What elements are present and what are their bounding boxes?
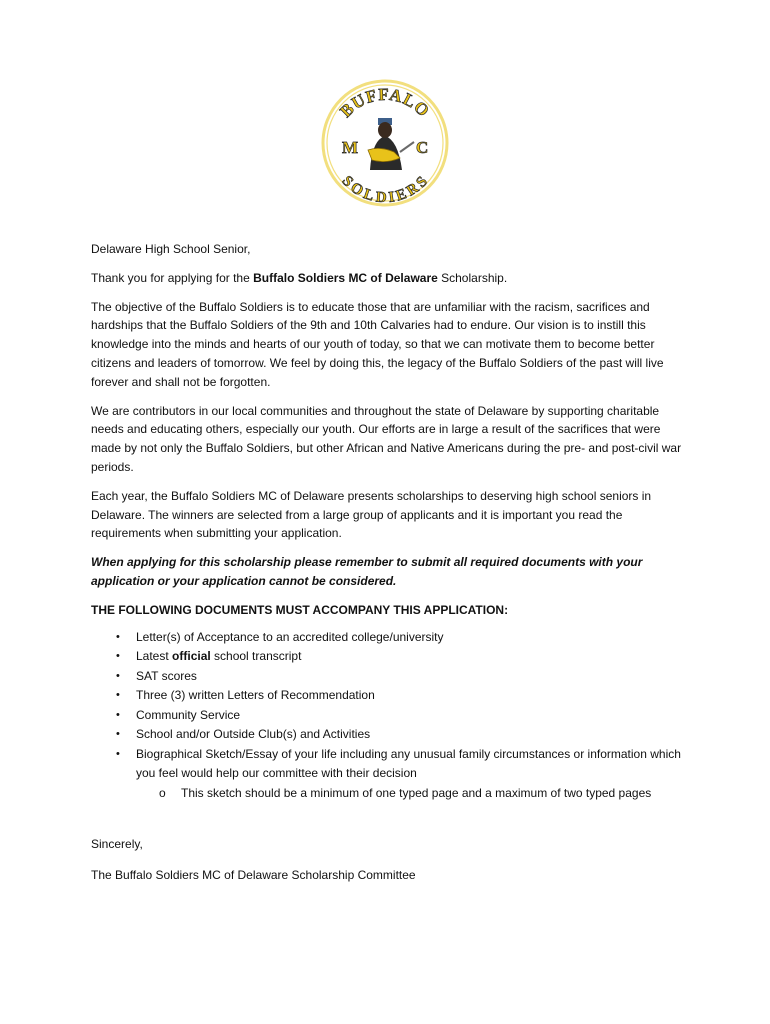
submission-notice: When applying for this scholarship please remember to submit all required documents with your application or your application cannot be considered. [91, 555, 643, 588]
bullet-icon: • [116, 708, 120, 721]
requirement-emphasis: official [172, 649, 211, 664]
requirement-text: Community Service [136, 707, 241, 722]
bullet-icon: • [116, 650, 120, 663]
greeting: Delaware High School Senior, [91, 242, 251, 256]
list-item [91, 784, 691, 804]
requirement-text: SAT scores [136, 668, 197, 683]
logo-emblem [320, 78, 450, 208]
requirement-text: Three (3) written Letters of Recommendation [136, 688, 375, 703]
bullet-icon: • [116, 728, 120, 741]
logo-right-letter: C [416, 138, 429, 157]
list-item [91, 686, 691, 706]
thanks-line [91, 269, 691, 288]
bullet-icon: • [116, 747, 120, 760]
requirement-text: This sketch should be a minimum of one typed page and a maximum of two typed pages [181, 785, 652, 800]
requirements-list [91, 628, 691, 784]
organization-name: Buffalo Soldiers MC of Delaware [253, 270, 438, 285]
requirement-text: Biographical Sketch/Essay of your life including any unusual family circumstances or information which you feel would help our committee with their decision [136, 746, 681, 781]
objective-paragraph: The objective of the Buffalo Soldiers is to educate those that are unfamiliar with the racism, sacrifices and hardships that the Buffalo Soldiers of the 9th and 10th Calvaries had to endure. Our vision is to instill this knowledge into the minds and hearts of our youth of today, so that we can motivate them to become better citizens and leaders of tomorrow. We feel by doing this, the legacy of the Buffalo Soldiers of the past will live forever and shall not be forgotten. [91, 299, 664, 389]
contributors-paragraph: We are contributors in our local communities and throughout the state of Delaware by supporting charitable needs and educating others, especially our youth. Our efforts are in large a result of the sacrifices that were made by not only the Buffalo Soldiers, but other African and Native Americans during the pre- and post-civil war periods. [91, 403, 682, 474]
requirement-text: Latest [136, 649, 173, 664]
requirement-text: school transcript [210, 649, 302, 664]
list-item [91, 628, 691, 648]
requirement-text: Letter(s) of Acceptance to an accredited college/university [136, 629, 444, 644]
letter-body [91, 240, 691, 895]
signature: The Buffalo Soldiers MC of Delaware Scholarship Committee [91, 867, 416, 882]
bullet-icon: • [116, 689, 120, 702]
requirement-text: School and/or Outside Club(s) and Activities [136, 727, 371, 742]
scholarship-paragraph: Each year, the Buffalo Soldiers MC of Delaware presents scholarships to deserving high school seniors in Delaware. The winners are selected from a large group of applicants and it is important you read the requirements when submitting your application. [91, 488, 652, 541]
bullet-icon: • [116, 669, 120, 682]
sub-bullet-icon: o [159, 785, 166, 800]
list-item [91, 647, 691, 667]
closing: Sincerely, [91, 837, 143, 852]
list-item [91, 667, 691, 687]
list-item [91, 745, 691, 784]
thanks-prefix: Thank you for applying for the [91, 270, 254, 285]
thanks-suffix: Scholarship. [437, 270, 508, 285]
list-item [91, 725, 691, 745]
logo-top-text: BUFFALO [336, 84, 434, 122]
logo-left-letter: M [342, 138, 359, 157]
logo-bottom-text: SOLDIERS [338, 173, 432, 207]
bullet-icon: • [116, 630, 120, 643]
documents-heading: THE FOLLOWING DOCUMENTS MUST ACCOMPANY THIS APPLICATION: [91, 602, 509, 617]
list-item [91, 706, 691, 726]
buffalo-soldiers-logo [320, 78, 450, 208]
sub-requirements-list [91, 784, 691, 804]
